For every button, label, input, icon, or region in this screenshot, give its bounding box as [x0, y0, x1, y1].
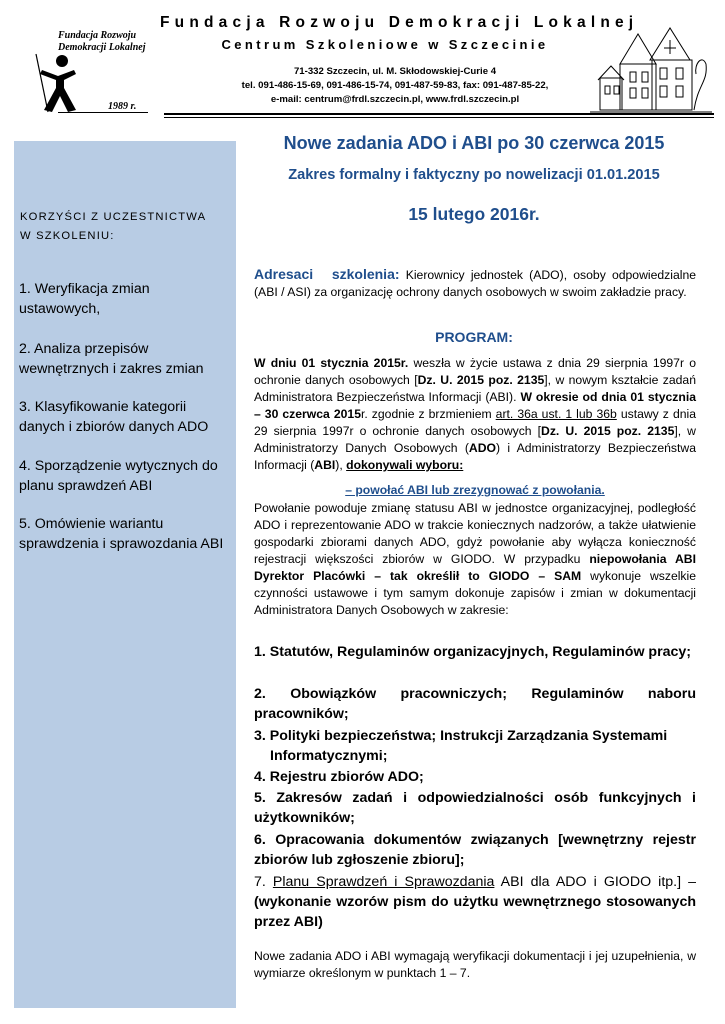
sidebar-item: 4. Sporządzenie wytycznych do planu sprawdzeń ABI — [19, 458, 218, 494]
p1-k: ADO — [468, 441, 496, 455]
sidebar-item: 3. Klasyfikowanie kategorii danych i zbiorów danych ADO — [19, 399, 209, 435]
p2-c: wykonuje wszelkie czynności ustawowe i tym samym dokonuje zapisów i zmian w dokumentacji Administratora Danych Osobowych w zakresie: — [254, 569, 697, 617]
p1-i: Dz. U. 2015 poz. 2135 — [541, 424, 675, 438]
training-date: 15 lutego 2016r. — [408, 204, 540, 224]
program-heading: PROGRAM: — [435, 329, 513, 345]
scope-item-continuation: Informatycznymi; — [270, 748, 388, 764]
p1-m: ABI — [314, 458, 336, 472]
p1-g: art. 36a ust. 1 lub 36b — [495, 407, 617, 421]
p2-a: Powołanie powoduje zmianę statusu ABI w jednostce organizacyjnej, podległość ADO i reprezentowanie ADO w trakcie koniecznych nadzorów, a także ułatwienie gospodarki zbiorami danych ADO, gdyż powołanie aby wyłącza konieczność rejestracji większości zbiorów w GIODO. W przypadku — [254, 501, 696, 566]
sidebar-heading-line-2: W SZKOLENIU: — [20, 230, 115, 242]
program-paragraph-1 — [254, 355, 696, 474]
logo-line-2: Demokracji Lokalnej — [58, 42, 146, 53]
addressees-text: Kierownicy jednostek (ADO), osoby odpowiedzialne (ABI / ASI) za organizację ochrony danych osobowych w swoim zakładzie pracy. — [254, 268, 696, 299]
sidebar-panel — [14, 141, 236, 1008]
org-phones: tel. 091-486-15-69, 091-486-15-74, 091-487-59-83, fax: 091-487-85-22, — [241, 80, 549, 91]
org-address: 71-332 Szczecin, ul. M. Skłodowskiej-Curie 4 — [293, 66, 497, 77]
p1-o: dokonywali wyboru: — [346, 458, 464, 472]
page-title: Nowe zadania ADO i ABI po 30 czerwca 2015 — [283, 133, 665, 153]
scope-item: 6. Opracowania dokumentów związanych [wewnętrzny rejestr zbiorów lub zgłoszenie zbioru]; — [254, 832, 696, 868]
p1-h: ustawy z dnia 29 sierpnia 1997r o ochronie danych osobowych [ — [254, 407, 696, 438]
closing-paragraph: Nowe zadania ADO i ABI wymagają weryfikacji dokumentacji i jej uzupełnienia, w wymiarze określonym w punktach 1 – 7. — [254, 949, 696, 980]
p1-e: W okresie od dnia 01 stycznia – 30 czerwca 2015 — [254, 390, 696, 421]
p1-f: r. zgodnie z brzmieniem — [360, 407, 496, 421]
scope-item: 3. Polityki bezpieczeństwa; Instrukcji Zarządzania Systemami — [254, 728, 668, 744]
sidebar-item: 5. Omówienie wariantu sprawdzenia i sprawozdania ABI — [19, 516, 224, 552]
sidebar-heading — [20, 208, 230, 246]
p1-c: Dz. U. 2015 poz. 2135 — [417, 373, 545, 387]
p1-choice: – powołać ABI lub zrezygnować z powołania. — [345, 483, 605, 497]
p1-a: W dniu 01 stycznia 2015r. — [254, 356, 409, 370]
p1-b: weszła w życie ustawa z dnia 29 sierpnia 1997r o ochronie danych osobowych [ — [254, 356, 696, 387]
addressees-paragraph — [254, 266, 696, 301]
item7-link: Planu Sprawdzeń i Sprawozdania — [272, 874, 495, 890]
item7-rest: ABI dla ADO i GIODO itp.] – — [494, 874, 696, 890]
item7-num: 7. — [254, 874, 273, 890]
p1-l: ) i Administratorzy Bezpieczeństwa Informacji ( — [254, 441, 696, 472]
sidebar-item: 2. Analiza przepisów wewnętrznych i zakres zmian — [19, 341, 204, 377]
logo-text — [58, 30, 158, 54]
org-email-www: e-mail: centrum@frdl.szczecin.pl, www.frdl.szczecin.pl — [270, 94, 520, 105]
sidebar-item: 1. Weryfikacja zmian ustawowych, — [19, 281, 150, 317]
addressees-label: Adresaci szkolenia: — [254, 266, 400, 282]
program-paragraph-2 — [254, 500, 696, 619]
logo-year: 1989 r. — [108, 101, 137, 112]
scope-item: 2. Obowiązków pracowniczych; Regulaminów naboru pracowników; — [254, 686, 696, 722]
org-name: Fundacja Rozwoju Demokracji Lokalnej — [160, 14, 639, 31]
page-subtitle: Zakres formalny i faktyczny po nowelizacji 01.01.2015 — [288, 167, 660, 183]
item7-bold: (wykonanie wzorów pism do użytku wewnętrznego stosowanych przez ABI) — [254, 894, 696, 930]
scope-item-7 — [254, 872, 696, 932]
p2-b: niepowołania ABI Dyrektor Placówki – tak określił to GIODO – SAM — [254, 552, 696, 583]
org-center: Centrum Szkoleniowe w Szczecinie — [221, 37, 549, 52]
logo-line-1: Fundacja Rozwoju — [58, 30, 137, 41]
sidebar-heading-line-1: KORZYŚCI Z UCZESTNICTWA — [20, 211, 207, 223]
p1-d: ], w nowym kształcie zadań Administratora Bezpieczeństwa Informacji (ABI). — [254, 373, 696, 404]
scope-item: 4. Rejestru zbiorów ADO; — [254, 769, 424, 785]
logo-divider — [58, 112, 148, 113]
scope-item: 1. Statutów, Regulaminów organizacyjnych, Regulaminów pracy; — [254, 644, 691, 660]
p1-j: ], w Administratorzy Danych Osobowych ( — [254, 424, 696, 455]
building-icon — [590, 24, 712, 116]
scope-item: 5. Zakresów zadań i odpowiedzialności osób funkcyjnych i użytkowników; — [254, 790, 696, 826]
p1-n: ), — [335, 458, 347, 472]
logo-figure-icon — [34, 52, 90, 114]
